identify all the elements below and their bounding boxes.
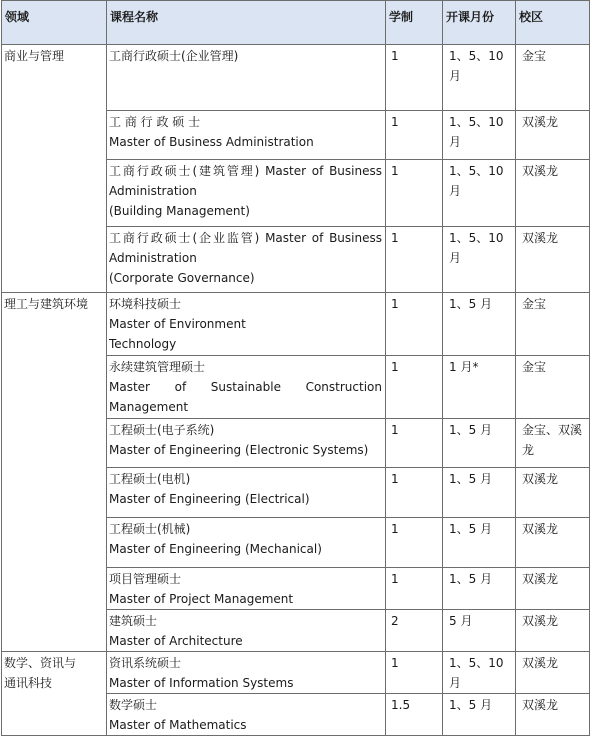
- program-cell: [107, 468, 386, 518]
- program-name-line: (Building Management): [109, 204, 250, 218]
- campus-cell: 金宝、双溪 龙: [516, 419, 590, 468]
- program-name-line: Master of Project Management: [109, 592, 294, 606]
- program-name-line: 环境科技硕士: [109, 297, 182, 311]
- duration-cell: 1: [386, 227, 443, 293]
- program-cell: [107, 227, 386, 293]
- duration-cell: 1: [386, 111, 443, 160]
- intake-cell: 1、5、10 月: [443, 652, 516, 694]
- program-name-line: Technology: [109, 337, 177, 351]
- program-name-line: Master of Architecture: [109, 634, 243, 648]
- duration-cell: 1: [386, 45, 443, 111]
- campus-cell: 金宝: [516, 356, 590, 419]
- table-row: [2, 45, 590, 111]
- campus-cell: 双溪龙: [516, 652, 590, 694]
- duration-cell: 1: [386, 568, 443, 610]
- program-cell: [107, 293, 386, 356]
- program-cell: [107, 518, 386, 568]
- program-name-line: Administration: [109, 251, 197, 265]
- duration-cell: 1: [386, 160, 443, 227]
- courses-table: [1, 0, 590, 736]
- program-cell: [107, 694, 386, 736]
- program-name-line: Master of Engineering (Electronic Systems): [109, 443, 369, 457]
- program-name-line: Master of Engineering (Electrical): [109, 492, 310, 506]
- campus-cell: 双溪龙: [516, 160, 590, 227]
- area-mathematics-it: 数学、资讯与 通讯科技: [2, 652, 107, 736]
- duration-cell: 1.5: [386, 694, 443, 736]
- program-name-line: 工商行政硕士(企业监管) Master of Business: [109, 231, 382, 245]
- intake-cell: 1、5 月: [443, 468, 516, 518]
- area-business: 商业与管理: [2, 45, 107, 293]
- header-area: 领域: [2, 1, 107, 45]
- area-engineering: 理工与建筑环境: [2, 293, 107, 652]
- program-name-line: 资讯系统硕士: [109, 656, 182, 670]
- table-row: [2, 293, 590, 356]
- program-name-line: (Corporate Governance): [109, 271, 255, 285]
- campus-cell: 双溪龙: [516, 694, 590, 736]
- program-cell: [107, 568, 386, 610]
- intake-cell: 1、5 月: [443, 419, 516, 468]
- header-campus: 校区: [516, 1, 590, 45]
- program-cell: [107, 160, 386, 227]
- program-cell: [107, 610, 386, 652]
- campus-cell: 双溪龙: [516, 227, 590, 293]
- program-cell: [107, 419, 386, 468]
- program-name-line: Administration: [109, 184, 197, 198]
- campus-cell: 双溪龙: [516, 468, 590, 518]
- program-name: 工商行政硕士(企业管理): [109, 49, 239, 63]
- program-cell: [107, 652, 386, 694]
- program-cell: [107, 111, 386, 160]
- program-cell: [107, 356, 386, 419]
- campus-cell: 双溪龙: [516, 518, 590, 568]
- duration-cell: 1: [386, 652, 443, 694]
- program-name-line: 数学硕士: [109, 698, 158, 712]
- intake-cell: 5 月: [443, 610, 516, 652]
- program-name-line: Master of Mathematics: [109, 718, 247, 732]
- program-name-line: 工商行政硕士(建筑管理) Master of Business: [109, 164, 382, 178]
- intake-cell: 1、5 月: [443, 518, 516, 568]
- program-cell: [107, 45, 386, 111]
- header-intake: 开课月份: [443, 1, 516, 45]
- duration-cell: 1: [386, 356, 443, 419]
- campus-cell: 双溪龙: [516, 568, 590, 610]
- header-program: 课程名称: [107, 1, 386, 45]
- intake-cell: 1、5、10 月: [443, 160, 516, 227]
- program-name-line: 项目管理硕士: [109, 572, 182, 586]
- program-name-line: Master of Sustainable Construction: [109, 380, 382, 394]
- table-row: [2, 652, 590, 694]
- intake-cell: 1、5、10 月: [443, 227, 516, 293]
- header-row: [2, 1, 590, 45]
- intake-cell: 1、5、10 月: [443, 111, 516, 160]
- duration-cell: 2: [386, 610, 443, 652]
- program-name-line: 工程硕士(电子系统): [109, 423, 215, 437]
- program-name-chinese: 工 商 行 政 硕 士: [109, 115, 201, 129]
- duration-cell: 1: [386, 518, 443, 568]
- program-name-line: Management: [109, 400, 189, 414]
- intake-cell: 1 月*: [443, 356, 516, 419]
- header-duration: 学制: [386, 1, 443, 45]
- intake-cell: 1、5 月: [443, 293, 516, 356]
- duration-cell: 1: [386, 419, 443, 468]
- program-name-line: 永续建筑管理硕士: [109, 360, 206, 374]
- duration-cell: 1: [386, 468, 443, 518]
- duration-cell: 1: [386, 293, 443, 356]
- intake-cell: 1、5 月: [443, 694, 516, 736]
- program-name-line: Master of Information Systems: [109, 676, 294, 690]
- program-name-english: Master of Business Administration: [109, 135, 314, 149]
- intake-cell: 1、5 月: [443, 568, 516, 610]
- program-name-line: 建筑硕士: [109, 614, 158, 628]
- program-name-line: 工程硕士(电机): [109, 472, 191, 486]
- campus-cell: 金宝: [516, 45, 590, 111]
- program-name-line: Master of Engineering (Mechanical): [109, 542, 322, 556]
- program-name-line: 工程硕士(机械): [109, 522, 191, 536]
- campus-cell: 双溪龙: [516, 610, 590, 652]
- campus-cell: 金宝: [516, 293, 590, 356]
- campus-cell: 双溪龙: [516, 111, 590, 160]
- intake-cell: 1、5、10 月: [443, 45, 516, 111]
- program-name-line: Master of Environment: [109, 317, 246, 331]
